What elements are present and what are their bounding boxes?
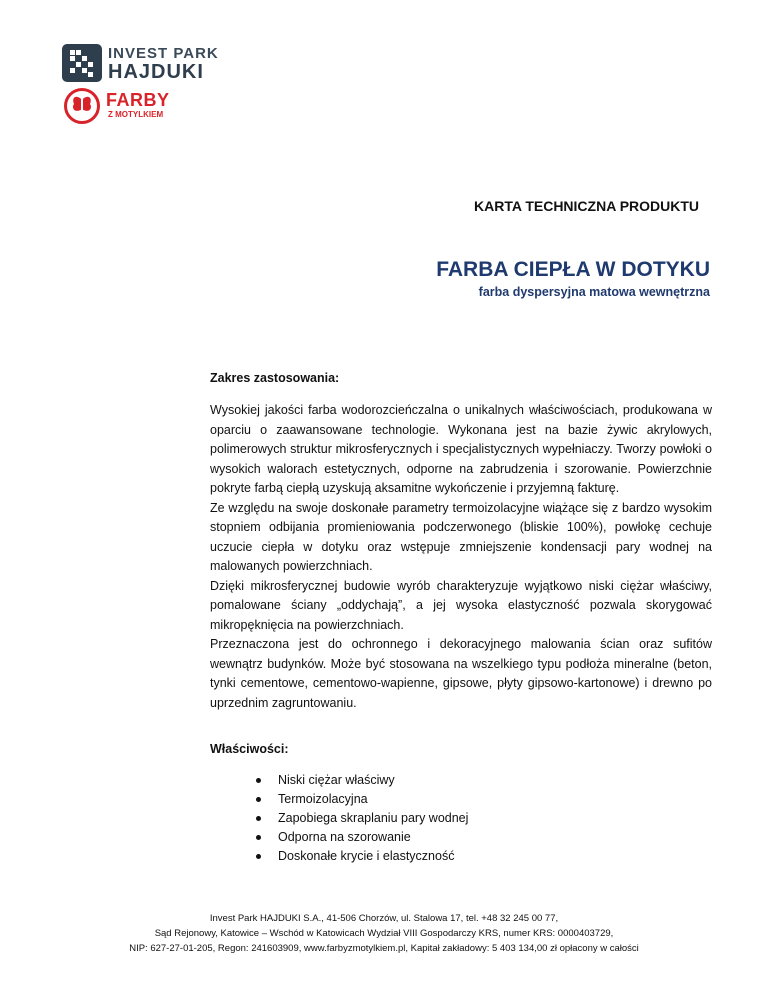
document-type-heading: KARTA TECHNICZNA PRODUKTU (474, 198, 700, 214)
list-item: Zapobiega skraplaniu pary wodnej (256, 809, 468, 828)
list-item: Odporna na szorowanie (256, 828, 468, 847)
product-subtitle: farba dyspersyjna matowa wewnętrzna (478, 285, 710, 299)
farby-z-motylkiem-logo (62, 88, 192, 130)
footer-line: Invest Park HAJDUKI S.A., 41-506 Chorzów, ul. Stalowa 17, tel. +48 32 245 00 77, (209, 913, 559, 924)
application-heading: Zakres zastosowania: (210, 371, 340, 385)
list-item: Niski ciężar właściwy (256, 771, 468, 790)
company-footer (0, 911, 768, 956)
z-motylkiem-logo-text: Z MOTYLKIEM (108, 110, 164, 119)
footer-line: Sąd Rejonowy, Katowice – Wschód w Katowicach Wydział VIII Gospodarczy KRS, numer KRS: 0000403729, (154, 928, 614, 939)
application-paragraph: Ze względu na swoje doskonałe parametry termoizolacyjne wiążące się z bardzo wysokim stopniem odbijania promieniowania podczerwonego (bliskie 100%), powłokę cechuje uczucie ciepła w dotyku oraz wstępuje zmniejszenie kondensacji pary wodnej na malowanych powierzchniach. (210, 500, 712, 573)
properties-list (256, 771, 468, 866)
application-description (210, 401, 712, 713)
footer-line: NIP: 627-27-01-205, Regon: 241603909, www.farbyzmotylkiem.pl, Kapitał zakładowy: 5 403 134,00 zł opłacony w całości (129, 943, 639, 954)
invest-park-hajduki-logo (62, 44, 232, 88)
invest-park-logo-text: INVEST PARK (108, 45, 219, 62)
invest-park-badge-icon (62, 44, 102, 82)
butterfly-icon (64, 88, 100, 124)
hajduki-logo-text: HAJDUKI (108, 61, 204, 83)
logo-block (62, 44, 232, 119)
farby-logo-text: FARBY (106, 90, 170, 110)
application-paragraph: Przeznaczona jest do ochronnego i dekoracyjnego malowania ścian oraz sufitów wewnątrz budynków. Może być stosowana na wszelkiego typu podłoża mineralne (beton, tynki cementowe, cementowo-wapienne, gipsowe, płyty gipsowo-kartonowe) i drewno po uprzednim zagruntowaniu. (210, 637, 712, 710)
properties-heading: Właściwości: (210, 742, 289, 756)
application-paragraph: Dzięki mikrosferycznej budowie wyrób charakteryzuje wyjątkowo niski ciężar właściwy, pomalowane ściany „oddychają”, a jej wysoka elastyczność pozwala skorygować mikropęknięcia na powierzchniach. (210, 578, 712, 632)
list-item: Termoizolacyjna (256, 790, 468, 809)
list-item: Doskonałe krycie i elastyczność (256, 847, 468, 866)
product-title: FARBA CIEPŁA W DOTYKU (436, 258, 710, 281)
application-paragraph: Wysokiej jakości farba wodorozcieńczalna o unikalnych właściwościach, produkowana w oparciu o zaawansowane technologie. Wykonana jest na bazie żywic akrylowych, polimerowych struktur mikrosferycznych i specjalistycznych wypełniaczy. Tworzy powłoki o wysokich walorach estetycznych, odporne na zabrudzenia i szorowanie. Powierzchnie pokryte farbą ciepłą uzyskują aksamitne wykończenie i przyjemną fakturę. (210, 403, 712, 495)
